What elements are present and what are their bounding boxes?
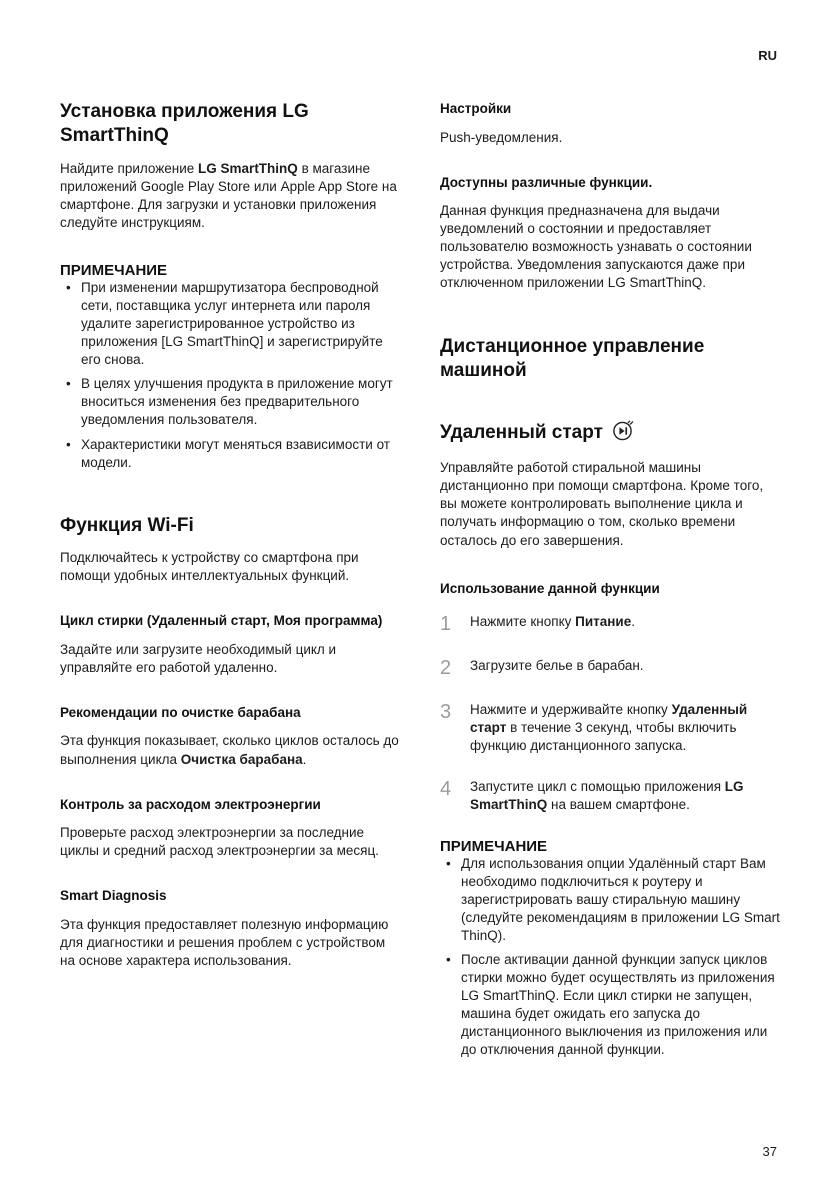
smart-diagnosis-subheading: Smart Diagnosis	[60, 888, 167, 904]
step-text: Запустите цикл с помощью приложения LG SmartThinQ на вашем смартфоне.	[470, 779, 744, 813]
settings-subheading: Настройки	[440, 101, 512, 116]
tub-clean-subheading: Рекомендации по очистке барабана	[60, 704, 301, 720]
remote-start-icon	[611, 417, 637, 448]
step-text: Нажмите кнопку Питание.	[470, 614, 635, 630]
step-row	[440, 778, 783, 814]
right-column	[440, 100, 783, 1065]
remote-start-heading-row	[440, 421, 783, 448]
step-number: 2	[440, 657, 452, 680]
remote-start-heading: Удаленный старт	[440, 422, 603, 444]
step-text: Нажмите и удерживайте кнопку Удаленный старт в течение 3 секунд, чтобы включить функцию дистанционного запуска.	[470, 702, 748, 754]
wash-cycle-paragraph: Задайте или загрузите необходимый цикл и управляйте его работой удаленно.	[60, 641, 337, 675]
wifi-function-paragraph: Подключайтесь к устройству со смартфона при помощи удобных интеллектуальных функций.	[60, 550, 359, 584]
smart-diagnosis-paragraph: Эта функция предоставляет полезную информацию для диагностики и решения проблем с устройством на основе характера использования.	[60, 916, 389, 968]
note-bullet-list-right	[440, 855, 783, 1060]
content-columns	[60, 100, 783, 1065]
step-number: 4	[440, 778, 452, 801]
energy-monitoring-subheading: Контроль за расходом электроэнергии	[60, 796, 321, 812]
language-badge: RU	[758, 48, 777, 63]
energy-monitoring-paragraph: Проверьте расход электроэнергии за последние циклы и средний расход электроэнергии за месяц.	[60, 825, 379, 859]
step-number: 1	[440, 613, 452, 636]
note-heading-left: ПРИМЕЧАНИЕ	[60, 261, 168, 279]
list-item: • Для использования опции Удалённый старт Вам необходимо подключиться к роутеру и зарегистрировать вашу стиральную машину (следуйте рекомендациям в приложении LG Smart ThinQ).	[440, 855, 783, 945]
page-number: 37	[762, 1144, 777, 1159]
step-number: 3	[440, 701, 452, 724]
wash-cycle-subheading: Цикл стирки (Удаленный старт, Моя программа)	[60, 613, 383, 629]
install-app-heading: Установка приложения LG SmartThinQ	[60, 101, 309, 147]
list-item: • В целях улучшения продукта в приложение могут вноситься изменения без предварительного уведомления пользователя.	[60, 375, 403, 429]
left-column	[60, 100, 403, 1065]
step-text: Загрузите белье в барабан.	[470, 658, 644, 674]
tub-clean-paragraph: Эта функция показывает, сколько циклов осталось до выполнения цикла Очистка барабана.	[60, 733, 399, 767]
remote-control-heading: Дистанционное управление машиной	[440, 335, 705, 381]
various-functions-paragraph: Данная функция предназначена для выдачи уведомлений о состоянии и предоставляет пользователю возможность узнавать о состоянии устройства. Уведомления запускаются даже при отключенном приложении LG SmartThinQ.	[440, 203, 752, 291]
note-bullet-list-left	[60, 279, 403, 472]
step-row	[440, 701, 783, 755]
remote-start-paragraph: Управляйте работой стиральной машины дистанционно при помощи смартфона. Кроме того, вы можете контролировать выполнение цикла и получать информацию о том, сколько времени осталось до его завершения.	[440, 460, 764, 548]
usage-subheading: Использование данной функции	[440, 580, 660, 596]
wifi-function-heading: Функция Wi-Fi	[60, 514, 194, 536]
step-row	[440, 657, 783, 678]
list-item: • После активации данной функции запуск циклов стирки можно будет осуществлять из приложения LG SmartThinQ. Если цикл стирки не запущен, машина будет ожидать его запуска до дистанционного выключения из приложения или до отключения данной функции.	[440, 951, 783, 1059]
note-heading-right: ПРИМЕЧАНИЕ	[440, 837, 548, 855]
step-row	[440, 613, 783, 634]
list-item: • При изменении маршрутизатора беспроводной сети, поставщика услуг интернета или пароля удалите зарегистрированное устройство из приложения [LG SmartThinQ] и зарегистрируйте его снова.	[60, 279, 403, 369]
steps-list	[440, 613, 783, 814]
various-functions-subheading: Доступны различные функции.	[440, 174, 653, 190]
list-item: • Характеристики могут меняться взависимости от модели.	[60, 436, 403, 472]
install-app-paragraph: Найдите приложение LG SmartThinQ в магазине приложений Google Play Store или Apple App Store на смартфоне. Для загрузки и установки приложения следуйте инструкциям.	[60, 160, 397, 230]
settings-paragraph: Push-уведомления.	[440, 129, 563, 145]
